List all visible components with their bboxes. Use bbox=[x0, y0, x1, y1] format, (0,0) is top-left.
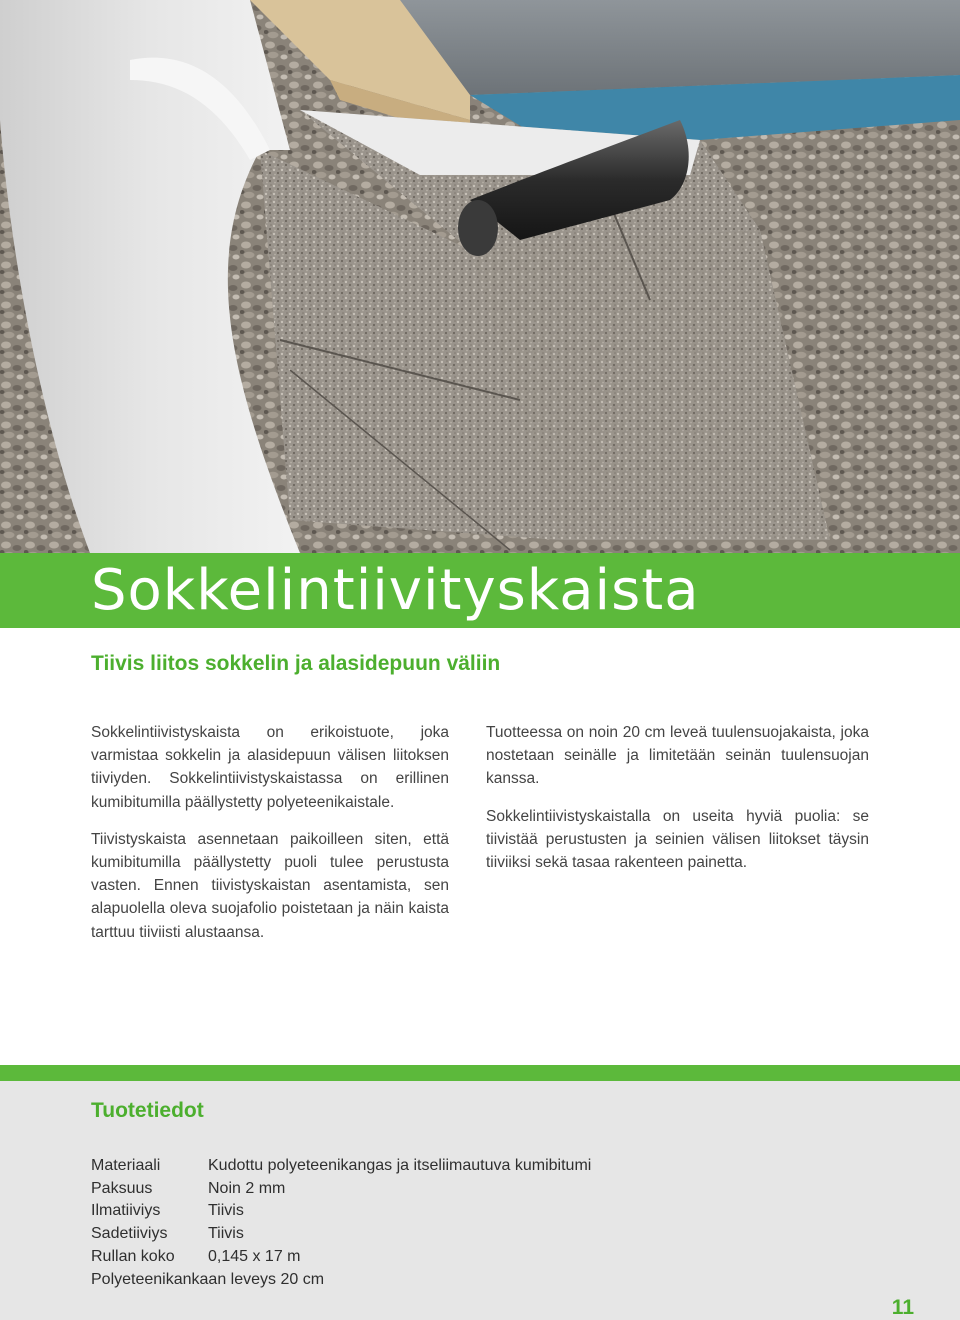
page-subtitle: Tiivis liitos sokkelin ja alasidepuun väliin bbox=[91, 652, 501, 675]
spec-label: Paksuus bbox=[91, 1179, 153, 1197]
spec-row bbox=[91, 1200, 591, 1223]
specs-heading: Tuotetiedot bbox=[91, 1099, 204, 1122]
body-paragraph: Tuotteessa on noin 20 cm leveä tuulensuojakaista, joka nostetaan seinälle ja limitetään seinän tuulensuojan kanssa. bbox=[486, 724, 869, 788]
body-column-right bbox=[486, 721, 869, 888]
spec-value: 20 cm bbox=[280, 1270, 325, 1288]
spec-label: Materiaali bbox=[91, 1157, 161, 1174]
spec-row bbox=[91, 1155, 591, 1178]
title-band bbox=[0, 553, 960, 628]
spec-value: Kudottu polyeteenikangas ja itseliimautuva kumibitumi bbox=[208, 1157, 592, 1174]
page-title: Sokkelintiivityskaista bbox=[91, 558, 700, 623]
spec-row bbox=[91, 1246, 591, 1269]
body-paragraph: Sokkelintiivistyskaistalla on useita hyviä puolia: se tiivistää perustusten ja seinien välisen liitokset täysin tiiviiksi sekä tasaa rakenteen painetta. bbox=[486, 807, 869, 872]
page-number: 11 bbox=[891, 1296, 914, 1319]
product-specs-box bbox=[0, 1065, 960, 1320]
body-paragraph: Sokkelintiivistyskaista on erikoistuote, joka varmistaa sokkelin ja alasidepuun välisen liitoksen tiiviyden. Sokkelintiivistyskaistassa on erillinen kumibitumilla päällystetty polyeteenikaistale. bbox=[91, 724, 449, 811]
spec-value: Tiivis bbox=[208, 1225, 244, 1243]
spec-label: Sadetiiviys bbox=[91, 1225, 168, 1243]
foundation-illustration bbox=[0, 0, 960, 553]
spec-label: Polyeteenikankaan leveys bbox=[91, 1270, 277, 1288]
spec-label: Rullan koko bbox=[91, 1247, 175, 1265]
spec-row bbox=[91, 1269, 591, 1292]
spec-row bbox=[91, 1178, 591, 1201]
spec-value: 0,145 x 17 m bbox=[208, 1247, 301, 1265]
spec-value: Noin 2 mm bbox=[208, 1179, 286, 1197]
specs-accent-bar bbox=[0, 1065, 960, 1081]
spec-value: Tiivis bbox=[208, 1202, 244, 1220]
specs-table bbox=[91, 1155, 591, 1291]
hero-photo bbox=[0, 0, 960, 553]
body-paragraph: Tiivistyskaista asennetaan paikoilleen siten, että kumibitumilla päällystetty puoli tulee perustusta vasten. Ennen tiivistyskaistan asentamista, sen alapuolella oleva suojafolio poistetaan ja näin kaista tarttuu tiiviisti alustaansa. bbox=[91, 830, 449, 941]
body-column-left bbox=[91, 721, 449, 958]
spec-label: Ilmatiiviys bbox=[91, 1202, 161, 1220]
spec-row bbox=[91, 1223, 591, 1246]
